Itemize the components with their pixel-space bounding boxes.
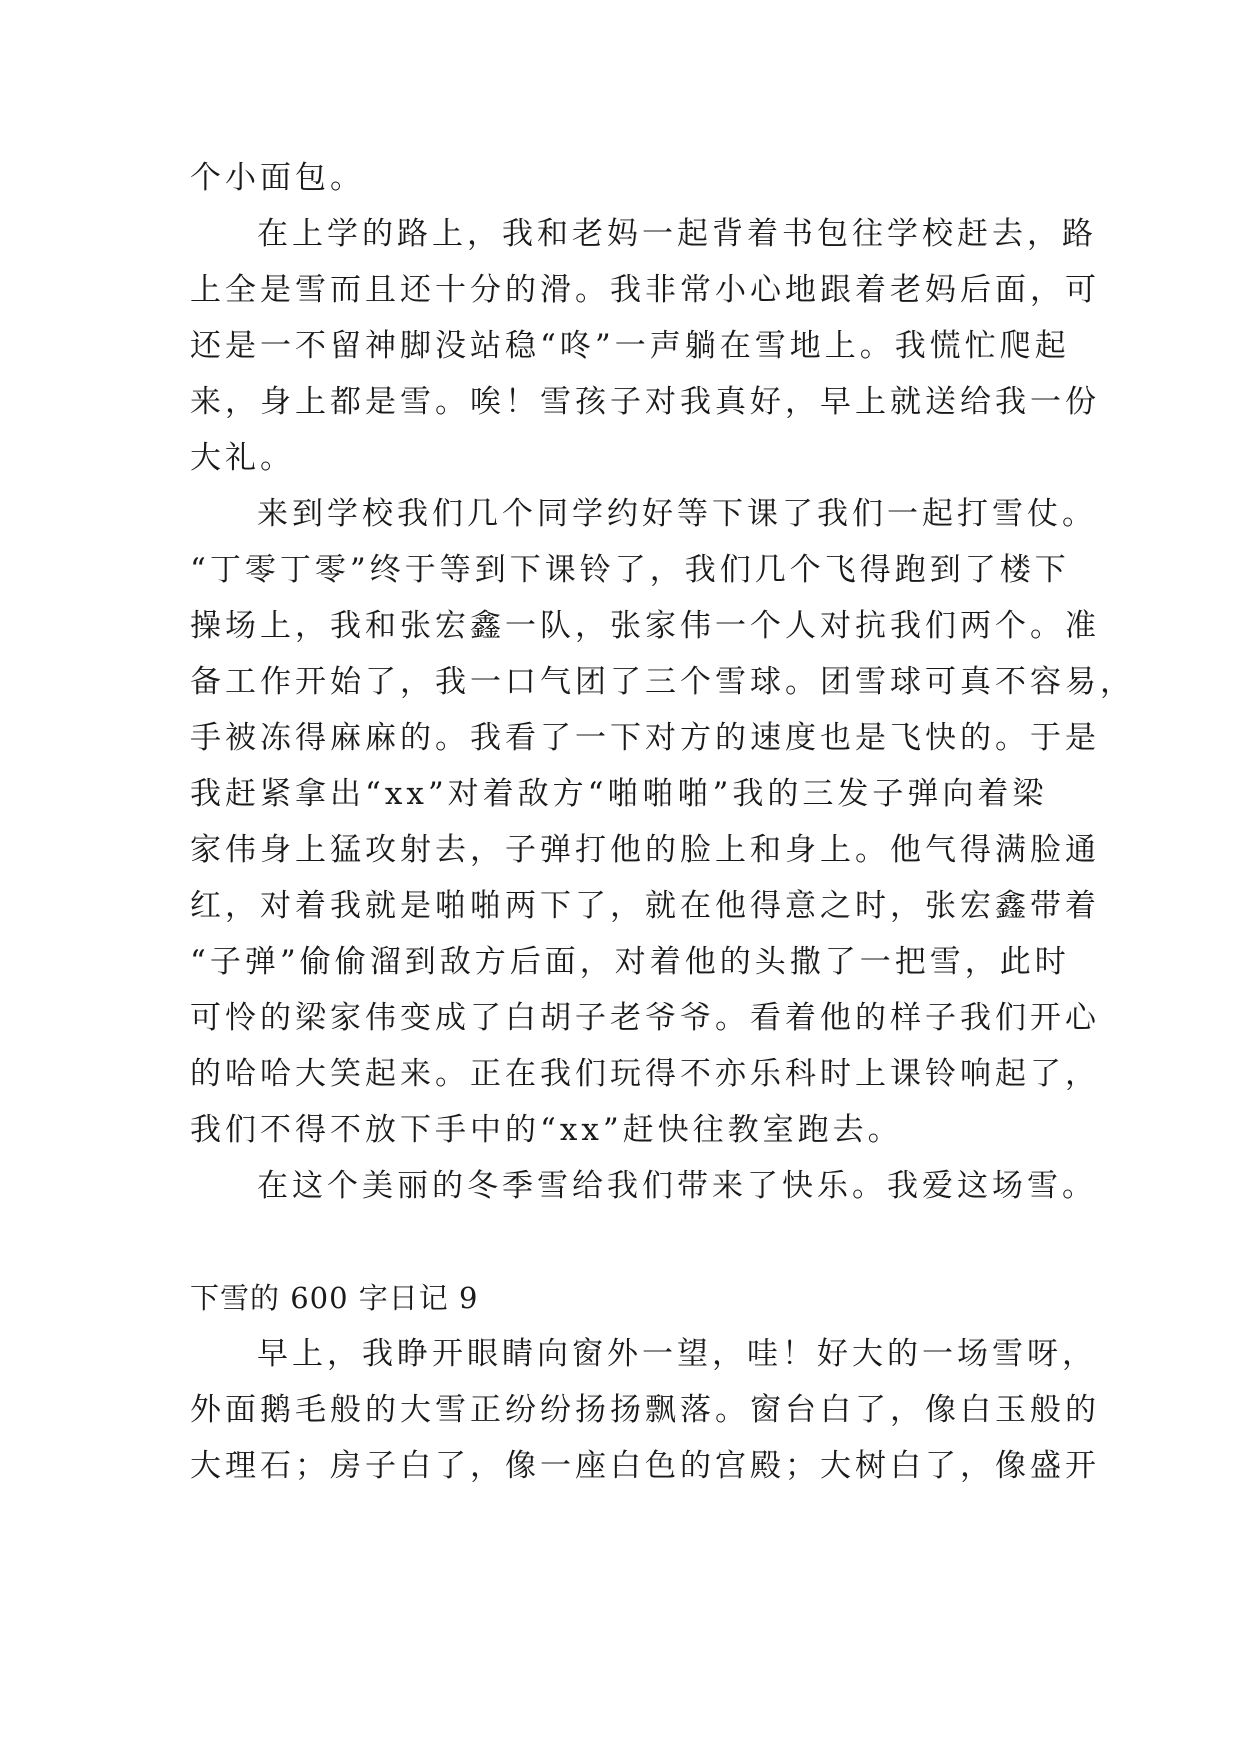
text-line: “子弹”偷偷溜到敌方后面，对着他的头撒了一把雪，此时 [190,944,1070,980]
section-heading: 下雪的 600 字日记 9 [190,1281,479,1315]
text-line: 还是一不留神脚没站稳“咚”一声躺在雪地上。我慌忙爬起 [190,328,1070,364]
text-line: 大理石；房子白了，像一座白色的宫殿；大树白了，像盛开 [190,1448,1100,1484]
text-line: 家伟身上猛攻射去，子弹打他的脸上和身上。他气得满脸通 [190,832,1100,868]
text-line: 上全是雪而且还十分的滑。我非常小心地跟着老妈后面，可 [190,272,1100,308]
text-line: 操场上，我和张宏鑫一队，张家伟一个人对抗我们两个。准 [190,608,1100,644]
text-line: 大礼。 [190,440,295,476]
text-line: 来，身上都是雪。唉！雪孩子对我真好，早上就送给我一份 [190,384,1100,420]
text-line: 的哈哈大笑起来。正在我们玩得不亦乐科时上课铃响起了， [190,1056,1100,1092]
text-line: 个小面包。 [190,160,365,196]
text-line: 可怜的梁家伟变成了白胡子老爷爷。看着他的样子我们开心 [190,1000,1100,1036]
paragraph [190,206,1100,486]
text-line: 来到学校我们几个同学约好等下课了我们一起打雪仗。 [257,496,1097,532]
text-line: 早上，我睁开眼睛向窗外一望，哇！好大的一场雪呀， [257,1336,1097,1372]
paragraph [190,486,1135,1158]
text-line: “丁零丁零”终于等到下课铃了，我们几个飞得跑到了楼下 [190,552,1070,588]
text-line: 红，对着我就是啪啪两下了，就在他得意之时，张宏鑫带着 [190,888,1100,924]
paragraph [190,150,1070,206]
text-line: 我赶紧拿出“xx”对着敌方“啪啪啪”我的三发子弹向着梁 [190,776,1048,812]
paragraph [190,1158,1097,1214]
text-line: 备工作开始了，我一口气团了三个雪球。团雪球可真不容易， [190,664,1135,700]
paragraph [190,1326,1100,1494]
document-page [190,150,1135,1494]
text-line: 在上学的路上，我和老妈一起背着书包往学校赶去，路 [257,216,1097,252]
text-line: 外面鹅毛般的大雪正纷纷扬扬飘落。窗台白了，像白玉般的 [190,1392,1100,1428]
text-line: 我们不得不放下手中的“xx”赶快往教室跑去。 [190,1112,903,1148]
text-line: 手被冻得麻麻的。我看了一下对方的速度也是飞快的。于是 [190,720,1100,756]
text-line: 在这个美丽的冬季雪给我们带来了快乐。我爱这场雪。 [257,1168,1097,1204]
spacer [190,1214,1070,1270]
